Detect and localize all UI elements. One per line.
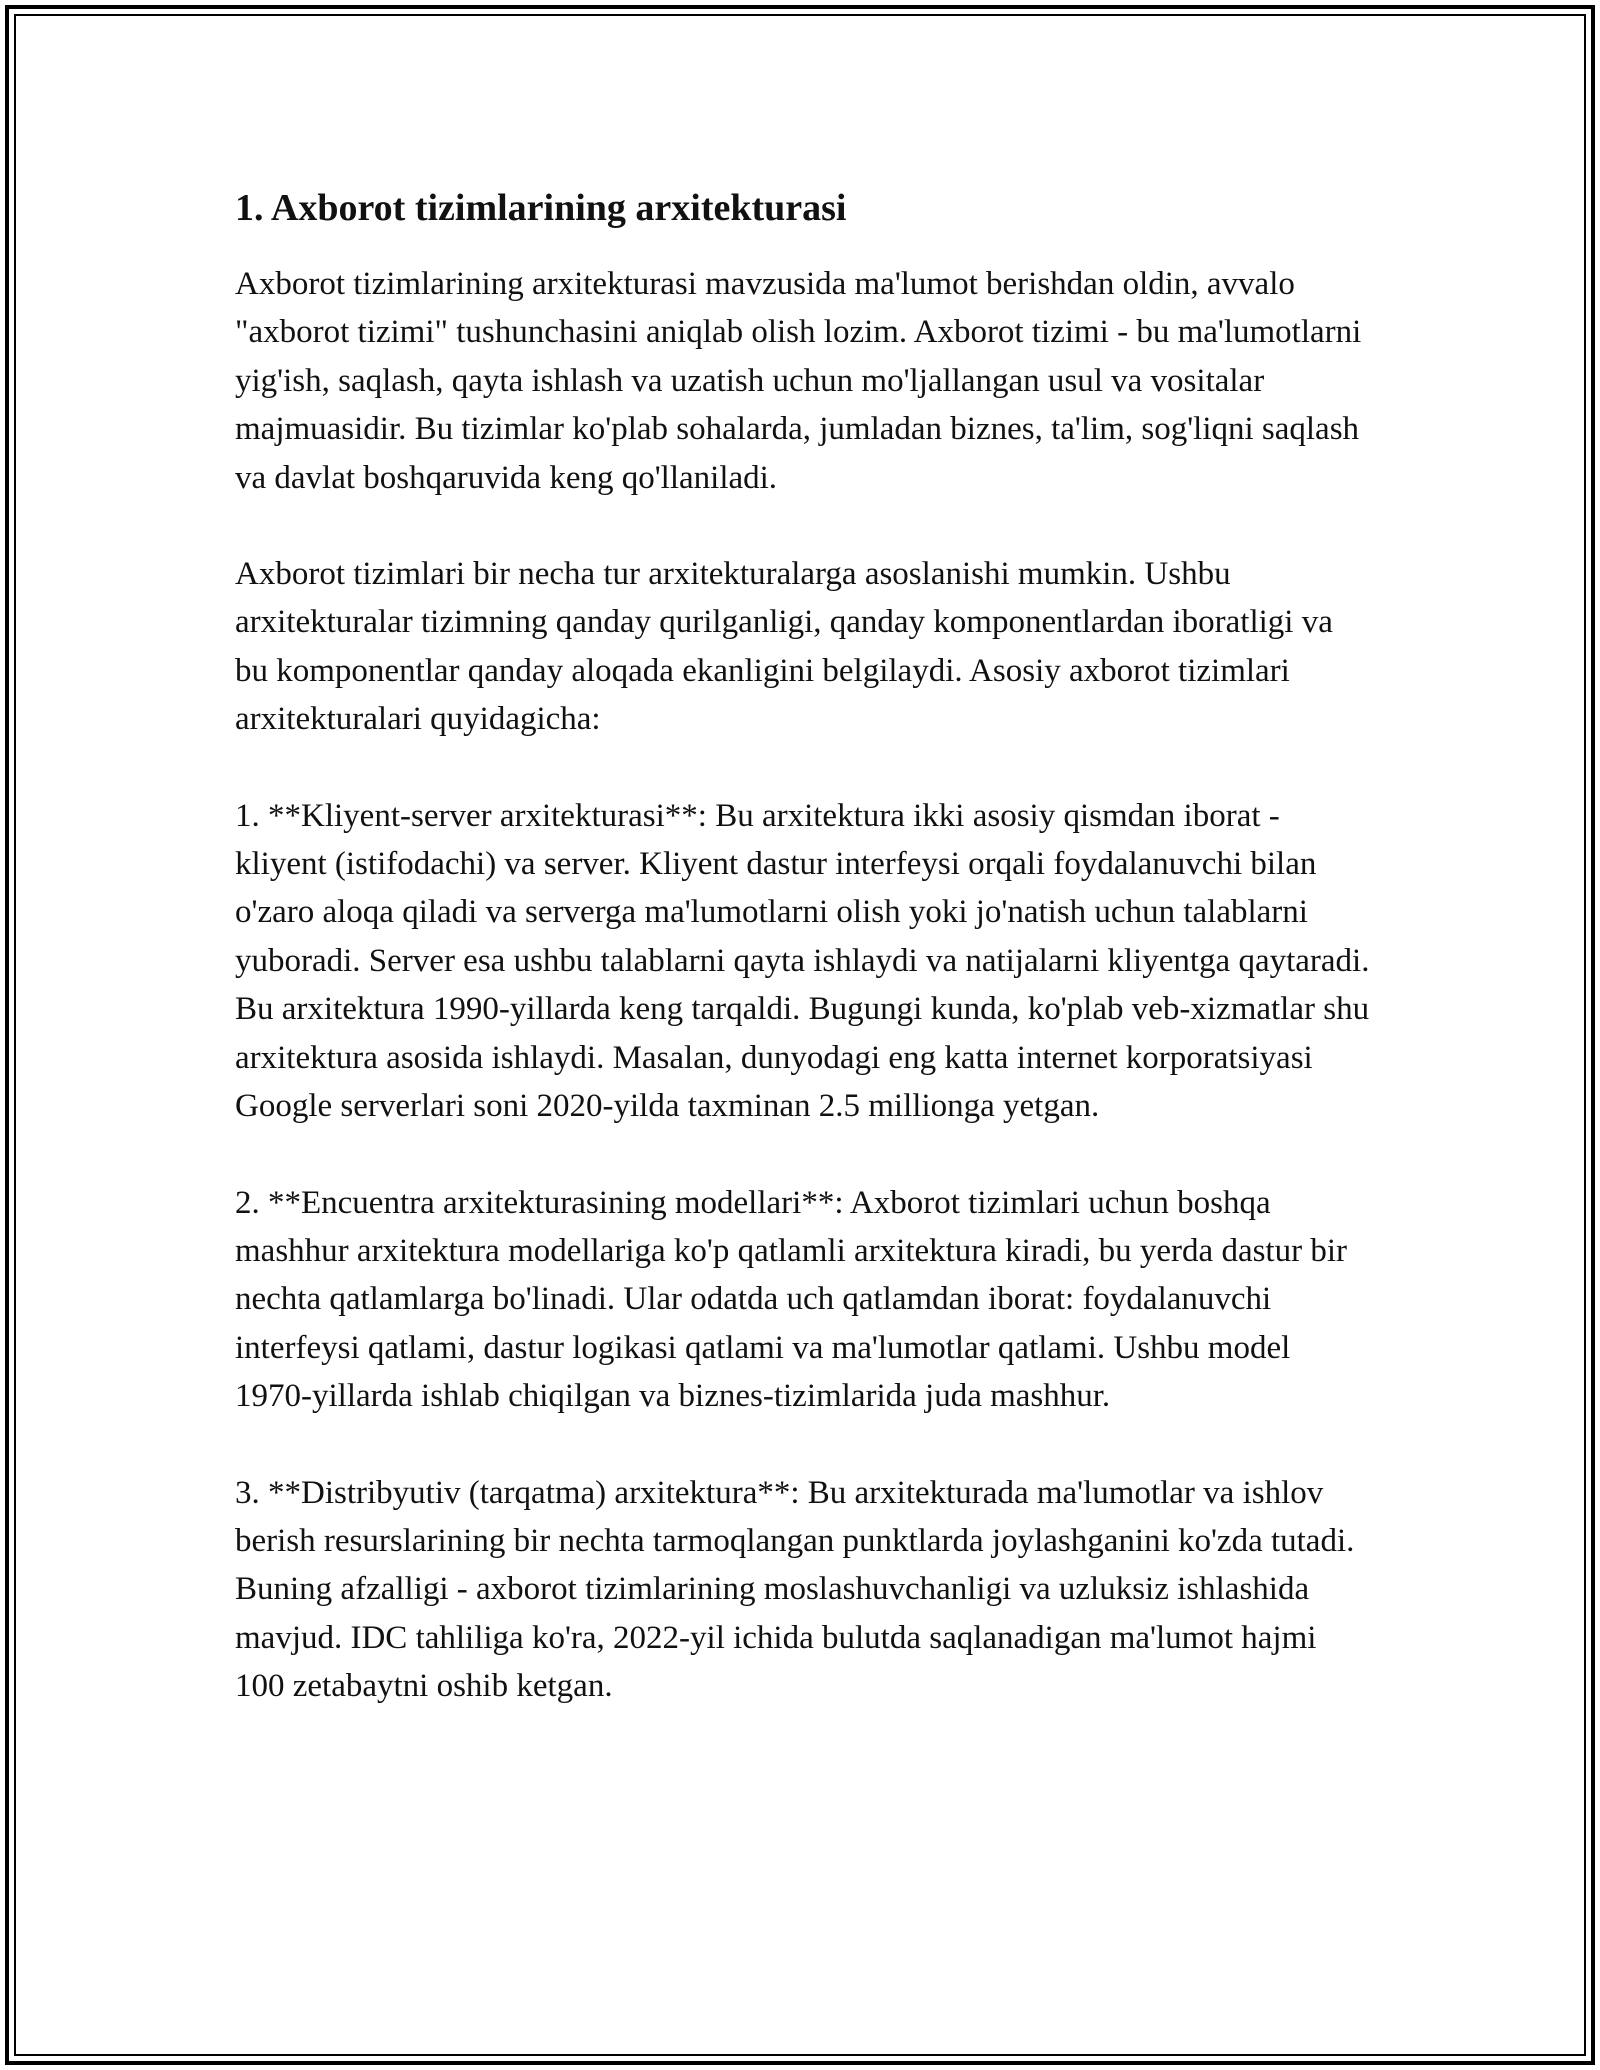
document-title: 1. Axborot tizimlarining arxitekturasi xyxy=(235,187,847,229)
document-body xyxy=(235,182,1370,1759)
paragraph-client-server: 1. **Kliyent-server arxitekturasi**: Bu arxitektura ikki asosiy qismdan iborat - kliyent (istifodachi) va server. Kliyent dastur interfeysi orqali foydalanuvchi bilan o'zaro aloqa qiladi va serverga ma'lumotlarni olish yoki jo'natish uchun talablarni yuboradi. Server esa ushbu talablarni qayta ishlaydi va natijalarni kliyentga qaytaradi. Bu arxitektura 1990-yillarda keng tarqaldi. Bugungi kunda, ko'plab veb-xizmatlar shu arxitektura asosida ishlaydi. Masalan, dunyodagi eng katta internet korporatsiyasi Google serverlari soni 2020-yilda taxminan 2.5 millionga yetgan. xyxy=(235,797,1370,1125)
paragraph-multilayer: 2. **Encuentra arxitekturasining modellari**: Axborot tizimlari uchun boshqa mashhur arxitektura modellariga ko'p qatlamli arxitektura kiradi, bu yerda dastur bir nechta qatlamlarga bo'linadi. Ular odatda uch qatlamdan iborat: foydalanuvchi interfeysi qatlami, dastur logikasi qatlami va ma'lumotlar qatlami. Ushbu model 1970-yillarda ishlab chiqilgan va biznes-tizimlarida juda mashhur. xyxy=(235,1184,1347,1415)
paragraph-distributed: 3. **Distribyutiv (tarqatma) arxitektura**: Bu arxitekturada ma'lumotlar va ishlov berish resurslarining bir nechta tarmoqlangan punktlarda joylashganini ko'zda tutadi. Buning afzalligi - axborot tizimlarining moslashuvchanligi va uzluksiz ishlashida mavjud. IDC tahliliga ko'ra, 2022-yil ichida bulutda saqlanadigan ma'lumot hajmi 100 zetabaytni oshib ketgan. xyxy=(235,1474,1355,1705)
paragraph-intro: Axborot tizimlarining arxitekturasi mavzusida ma'lumot berishdan oldin, avvalo "axborot tizimi" tushunchasini aniqlab olish lozim. Axborot tizimi - bu ma'lumotlarni yig'ish, saqlash, qayta ishlash va uzatish uchun mo'ljallangan usul va vositalar majmuasidir. Bu tizimlar ko'plab sohalarda, jumladan biznes, ta'lim, sog'liqni saqlash va davlat boshqaruvida keng qo'llaniladi. xyxy=(235,266,1362,496)
paragraph-architecture-types: Axborot tizimlari bir necha tur arxitekturalarga asoslanishi mumkin. Ushbu arxitekturalar tizimning qanday qurilganligi, qanday komponentlardan iboratligi va bu komponentlar qanday aloqada ekanligini belgilaydi. Asosiy axborot tizimlari arxitekturalari quyidagicha: xyxy=(235,556,1333,738)
